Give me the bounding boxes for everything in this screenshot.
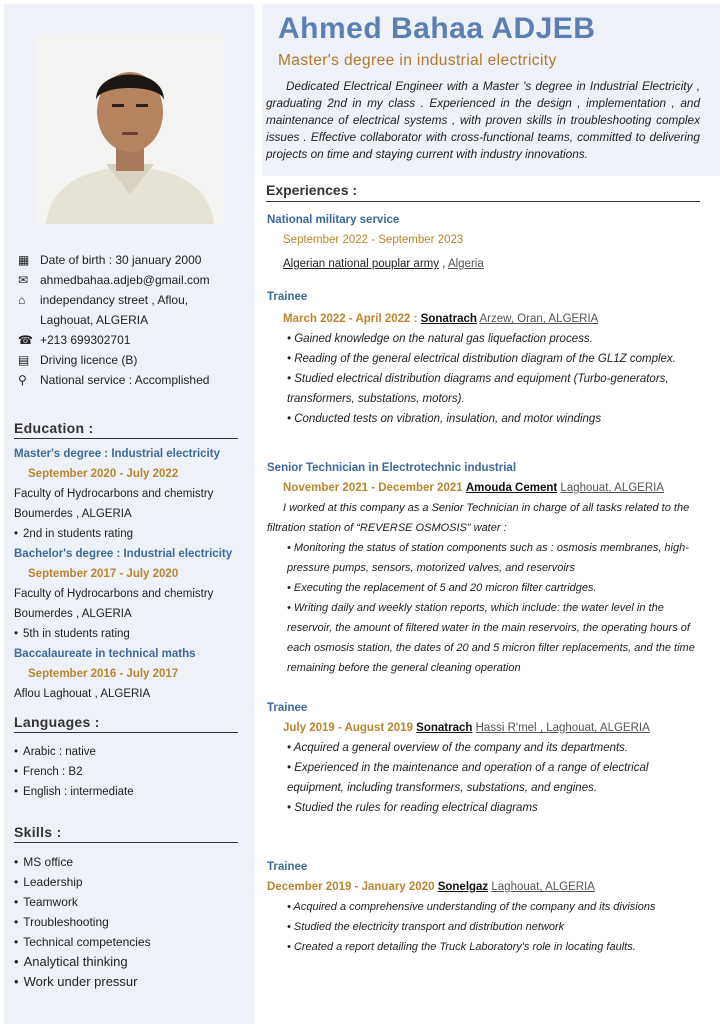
date-of-birth: Date of birth : 30 january 2000 <box>40 253 202 267</box>
language-item: • English : intermediate <box>14 782 246 802</box>
education-title: Education : <box>14 420 238 439</box>
profile-photo <box>36 34 224 224</box>
experience-bullet: • Executing the replacement of 5 and 20 micron filter cartridges. <box>267 578 697 598</box>
education-degree: Baccalaureate in technical maths <box>14 648 196 660</box>
experience-bullet: • Created a report detailing the Truck Laboratory's role in locating faults. <box>267 937 697 957</box>
id-card-icon: ▤ <box>18 353 30 367</box>
education-rank: • 5th in students rating <box>14 624 246 644</box>
skills-list <box>14 852 246 992</box>
driving-licence: Driving licence (B) <box>40 353 138 367</box>
experience-trainee-sonatrach-arzew <box>267 287 697 429</box>
experience-date: March 2022 - April 2022 : <box>283 313 418 325</box>
experience-intro: I worked at this company as a Senior Technician in charge of all tasks related to the filtration station of “REVERSE OSMOSIS” water : <box>267 502 690 534</box>
experience-senior-technician <box>267 458 697 678</box>
language-item: • Arabic : native <box>14 742 246 762</box>
experience-date: November 2021 - December 2021 <box>283 482 463 494</box>
experience-org: Algerian national pouplar army <box>283 258 439 270</box>
experience-location: Laghouat, ALGERIA <box>560 482 664 494</box>
national-service: National service : Accomplished <box>40 373 210 387</box>
address-line-1: independancy street , Aflou, <box>40 293 189 307</box>
phone-icon: ☎ <box>18 333 33 347</box>
address-line-2: Laghouat, ALGERIA <box>40 313 149 327</box>
experience-date: July 2019 - August 2019 <box>283 722 413 734</box>
experience-bullet: • Experienced in the maintenance and operation of a range of electrical equipment, including transformers, substations, and engines. <box>267 758 697 798</box>
experience-location: Laghouat, ALGERIA <box>491 881 595 893</box>
education-degree: Master's degree : Industrial electricity <box>14 448 220 460</box>
experience-bullet: • Studied the rules for reading electrical diagrams <box>267 798 697 818</box>
experience-bullet: • Acquired a comprehensive understanding of the company and its divisions <box>267 897 697 917</box>
skill-item: • Leadership <box>14 872 246 892</box>
experience-location: Arzew, Oran, ALGERIA <box>479 313 599 325</box>
skill-item: • Work under pressur <box>14 972 246 992</box>
experience-role: National military service <box>267 214 400 226</box>
experience-bullet: • Conducted tests on vibration, insulation, and motor windings <box>267 409 697 429</box>
experience-bullet: • Studied electrical distribution diagrams and equipment (Turbo-generators, transformers, substations, motors). <box>267 369 697 409</box>
experience-role: Senior Technician in Electrotechnic industrial <box>267 462 517 474</box>
education-place: Boumerdes , ALGERIA <box>14 608 132 620</box>
languages-list <box>14 742 246 802</box>
job-title: Master's degree in industrial electricity <box>278 52 557 69</box>
experience-bullet: • Writing daily and weekly station reports, which include: the water level in the reservoir, the amount of filtered water in the main reservoirs, the operating hours of each osmosis station, the dates of 20 and 5 micron filter replacements, and the time remaining before the general cleaning operation <box>267 598 697 678</box>
experience-company: Amouda Cement <box>465 482 558 494</box>
skill-item: • Technical competencies <box>14 932 246 952</box>
education-place: Boumerdes , ALGERIA <box>14 508 132 520</box>
skill-item: • Teamwork <box>14 892 246 912</box>
experience-trainee-sonelgaz <box>267 857 697 957</box>
education-date: September 2020 - July 2022 <box>28 468 179 480</box>
skill-item: • Analytical thinking <box>14 952 246 972</box>
education-list <box>14 444 246 704</box>
language-item: • French : B2 <box>14 762 246 782</box>
experience-date: December 2019 - January 2020 <box>267 881 435 893</box>
main-content <box>262 4 720 176</box>
home-icon: ⌂ <box>18 293 26 307</box>
languages-title: Languages : <box>14 714 238 733</box>
experience-role: Trainee <box>267 291 308 303</box>
experience-military: National military service September 2022 - September 2023 Algerian national pouplar army , Algeria <box>267 210 697 274</box>
experience-role: Trainee <box>267 861 308 873</box>
profile-summary: Dedicated Electrical Engineer with a Master 's degree in Industrial Electricity , graduating 2nd in my class . Experienced in the design , implementation , and maintenance of electrical systems , with proven skills in troubleshooting complex issues . Effective collaborator with cross-functional teams, committed to delivering projects on time and staying current with industry innovations. <box>266 79 700 161</box>
experience-bullet: • Monitoring the status of station components such as : osmosis membranes, high-pressure pumps, sensors, motorized valves, and reservoirs <box>267 538 697 578</box>
education-date: September 2017 - July 2020 <box>28 568 179 580</box>
experience-company: Sonelgaz <box>437 881 489 893</box>
experience-bullet: • Reading of the general electrical distribution diagram of the GL1Z complex. <box>267 349 697 369</box>
experience-trainee-sonatrach-hassi <box>267 698 697 818</box>
experience-bullet: • Studied the electricity transport and distribution network <box>267 917 697 937</box>
calendar-icon: ▦ <box>18 253 30 267</box>
experience-company: Sonatrach <box>416 722 473 734</box>
education-date: September 2016 - July 2017 <box>28 668 179 680</box>
education-rank: • 2nd in students rating <box>14 524 246 544</box>
phone: +213 699302701 <box>40 333 131 347</box>
education-school: Faculty of Hydrocarbons and chemistry <box>14 488 214 500</box>
header-block <box>262 4 720 176</box>
experience-role: Trainee <box>267 702 308 714</box>
experience-bullet: • Gained knowledge on the natural gas liquefaction process. <box>267 329 697 349</box>
experience-location: Algeria <box>447 258 484 270</box>
experience-location: Hassi R'mel , Laghouat, ALGERIA <box>475 722 650 734</box>
email: ahmedbahaa.adjeb@gmail.com <box>40 273 210 287</box>
envelope-icon: ✉ <box>18 273 29 287</box>
education-school: Faculty of Hydrocarbons and chemistry <box>14 588 214 600</box>
experience-date: September 2022 - September 2023 <box>283 234 464 246</box>
experience-company: Sonatrach <box>420 313 477 325</box>
full-name: Ahmed Bahaa ADJEB <box>278 12 596 45</box>
education-place: Aflou Laghouat , ALGERIA <box>14 688 151 700</box>
education-degree: Bachelor's degree : Industrial electricity <box>14 548 233 560</box>
skill-item: • Troubleshooting <box>14 912 246 932</box>
contact-info <box>18 250 248 390</box>
skills-title: Skills : <box>14 824 238 843</box>
skill-item: • MS office <box>14 852 246 872</box>
location-pin-icon: ⚲ <box>18 373 27 387</box>
experiences-title: Experiences : <box>266 182 700 202</box>
experience-bullet: • Acquired a general overview of the company and its departments. <box>267 738 697 758</box>
